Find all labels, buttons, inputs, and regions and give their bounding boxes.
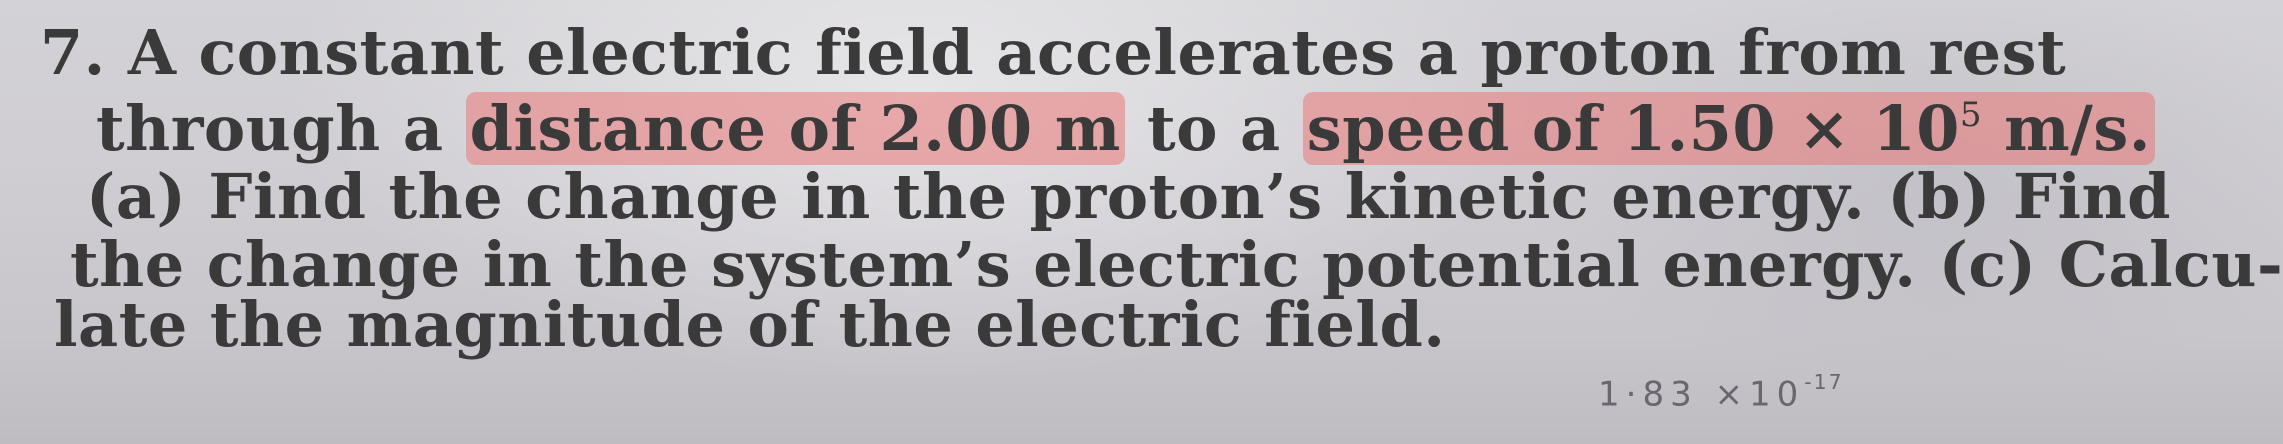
problem-line-1-text: A constant electric field accelerates a proton from rest — [127, 16, 2067, 89]
problem-line-2-mid: to a — [1124, 92, 1303, 165]
problem-line-2 — [96, 92, 2155, 165]
handwritten-answer — [1598, 370, 1844, 414]
handwritten-mantissa: 1·83 ×10 — [1598, 374, 1805, 415]
problem-number: 7. — [40, 16, 106, 89]
problem-line-5 — [54, 288, 1446, 361]
problem-line-2-pre: through a — [96, 92, 466, 165]
speed-value: speed of 1.50 × 10 — [1306, 92, 1960, 165]
highlight-speed — [1303, 92, 2155, 165]
problem-line-5-text: late the magnitude of the electric field. — [54, 288, 1446, 361]
speed-exponent: 5 — [1959, 95, 1983, 136]
problem-line-3-text: (a) Find the change in the proton’s kinetic energy. (b) Find — [86, 160, 2171, 233]
problem-line-3 — [86, 160, 2171, 233]
problem-line-4-text: the change in the system’s electric potential energy. (c) Calcu- — [70, 228, 2283, 301]
highlight-distance: distance of 2.00 m — [466, 92, 1125, 165]
problem-line-1 — [40, 16, 2067, 89]
problem-line-4 — [70, 228, 2283, 301]
handwritten-exponent: -17 — [1804, 370, 1844, 394]
speed-unit: m/s. — [1982, 92, 2151, 165]
